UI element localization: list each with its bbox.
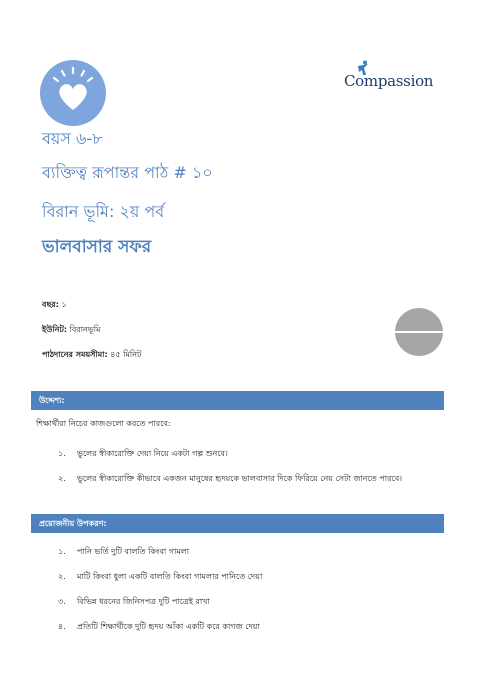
compassion-logo bbox=[344, 60, 448, 100]
lesson-series: ব্যক্তিত্ব রূপান্তর পাঠ # ১০ bbox=[42, 163, 213, 182]
objectives-heading: উদ্দেশ্য: bbox=[39, 396, 65, 405]
meta-unit bbox=[42, 324, 101, 337]
list-item-text: বিভিন্ন ধরনের জিনিসপত্র দুটি পাত্রেই রাখা bbox=[77, 597, 210, 606]
objectives-intro: শিক্ষার্থীরা নিচের কাজগুলো করতে পারবে: bbox=[36, 419, 171, 428]
lesson-part: বিরান ভূমি: ২য় পর্ব bbox=[42, 202, 165, 221]
meta-unit-label: ইউনিট: bbox=[42, 325, 68, 334]
list-item-text: প্রতিটি শিক্ষার্থীকে দুটি হৃদয় আঁকা একটি করে কাগজ দেয়া bbox=[77, 622, 260, 631]
list-item-text: ভুলের স্বীকারোক্তি কীভাবে একজন মানুষের হৃদয়কে ভালবাসার দিকে ফিরিয়ে নেয় সেটা জানতে পারবে। bbox=[77, 474, 403, 483]
materials-header-bar bbox=[31, 514, 444, 533]
materials-heading: প্রয়োজনীয় উপকরণ: bbox=[39, 519, 107, 528]
list-item-number: ২. bbox=[58, 474, 66, 483]
list-item-text: ভুলের স্বীকারোক্তি দেয়া নিয়ে একটা গল্প শুনবে। bbox=[77, 449, 228, 458]
heart-badge-icon bbox=[40, 60, 106, 126]
list-item-number: ২. bbox=[58, 572, 66, 581]
list-item-text: পানি ভর্তি দুটি বালতি কিংবা গামলা bbox=[77, 547, 190, 556]
lesson-title: ভালবাসার সফর bbox=[42, 237, 152, 257]
meta-year-label: বছর: bbox=[42, 300, 59, 309]
logo-text: Compassion bbox=[344, 72, 434, 90]
meta-unit-value: বিরানভূমি bbox=[67, 325, 101, 334]
objectives-header-bar bbox=[31, 391, 444, 410]
meta-duration-label: পাঠদানের সময়সীমা: bbox=[42, 350, 108, 359]
meta-duration bbox=[42, 349, 141, 362]
meta-year bbox=[42, 299, 67, 312]
list-item-number: ১. bbox=[58, 449, 66, 458]
age-range: বয়স ৬-৮ bbox=[42, 129, 103, 148]
meta-duration-value: ৪৫ মিনিট bbox=[107, 350, 142, 359]
list-item-number: ৩. bbox=[58, 597, 66, 606]
list-item-number: ৪. bbox=[58, 622, 66, 631]
meta-year-value: ১ bbox=[58, 300, 67, 309]
list-item-text: মাটি কিংবা ধুলা একটি বালতি কিংবা গামলার পানিতে দেয়া bbox=[77, 572, 263, 581]
list-item-number: ১. bbox=[58, 547, 66, 556]
decorative-disc-icon bbox=[395, 308, 443, 356]
